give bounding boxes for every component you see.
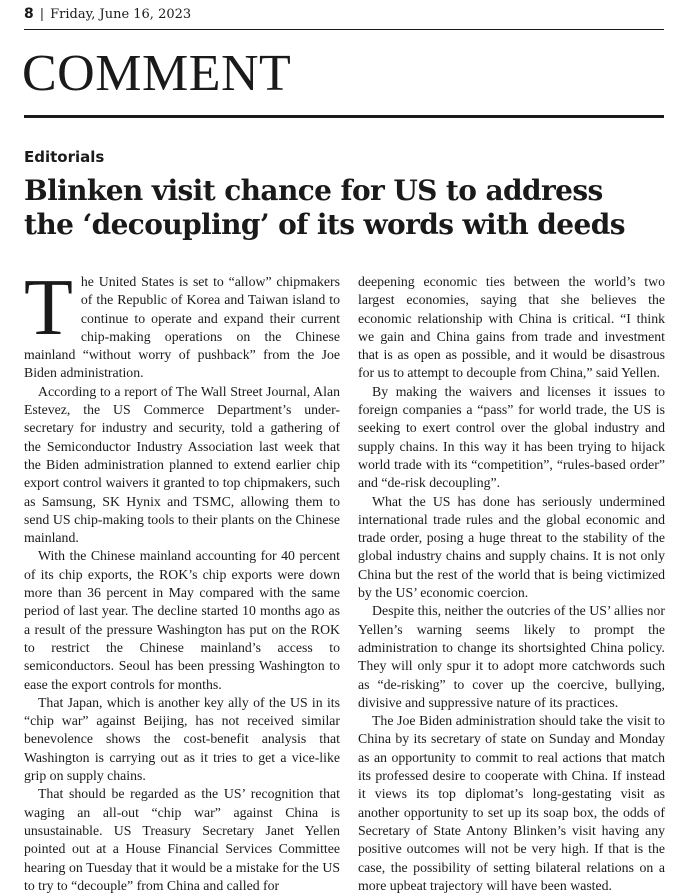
paragraph-1 bbox=[24, 264, 340, 383]
paragraph-3: With the Chinese mainland accounting for 40 percent of its chip exports, the ROK’s chip exports were down more than 36 percent in May compared with the same period of last year. The decline started 10 months ago as a result of the pressure Washington has put on the ROK to restrict the Chinese mainland’s access to semiconductors. Seoul has been pressing Washington to ease the export controls for months. bbox=[24, 548, 340, 692]
issue-date: Friday, June 16, 2023 bbox=[50, 7, 192, 22]
paragraph-5: That should be regarded as the US’ recognition that waging an all-out “chip war” against China is unsustainable. US Treasury Secretary Janet Yellen pointed out at a House Financial Services Committee hearing on Tuesday that it would be a mistake for the US to try to “decouple” from China and called for bbox=[24, 786, 340, 893]
paragraph-8: Despite this, neither the outcries of the US’ allies nor Yellen’s warning seems likely to prompt the administration to change its shortsighted China policy. They will only spur it to adopt more catchwords such as “de-risking” to cover up the coercive, bullying, divisive and suppressive nature of its practices. bbox=[358, 603, 665, 710]
top-rule bbox=[24, 29, 664, 30]
paragraph-2: According to a report of The Wall Street Journal, Alan Estevez, the US Commerce Department’s under-secretary for industry and security, told a gathering of the Semiconductor Industry Association last week that the Biden administration planned to extend earlier chip export control waivers it granted to top chipmakers, such as Samsung, SK Hynix and TSMC, allowing them to send US chip-making tools to their plants on the Chinese mainland. bbox=[24, 383, 340, 546]
article-column-left bbox=[24, 264, 340, 895]
section-rule bbox=[24, 115, 664, 118]
article-column-right bbox=[358, 273, 665, 895]
headline-line-2: the ‘decoupling’ of its words with deeds bbox=[24, 208, 625, 241]
paragraph-1-text: he United States is set to “allow” chipmakers of the Republic of Korea and Taiwan island to continue to operate and expand their current chip-making operations on the Chinese mainland “without worry of pushback” from the Joe Biden administration. bbox=[24, 274, 340, 381]
drop-cap: T bbox=[24, 264, 73, 352]
paragraph-6: By making the waivers and licenses it issues to foreign companies a “pass” for world trade, the US is seeking to exert control over the global industry and supply chains. In this way it has been trying to hijack world trade with its “competition”, “rules-based order” and “de-risk decoupling”. bbox=[358, 383, 665, 491]
paragraph-4: That Japan, which is another key ally of the US in its “chip war” against Beijing, has not received similar benevolence shows the cost-benefit analysis that Washington is carrying out as it tries to get a vice-like grip on supply chains. bbox=[24, 694, 340, 784]
paragraph-9: The Joe Biden administration should take the visit to China by its secretary of state on Sunday and Monday as an opportunity to commit to real actions that match its professed desire to cooperate with China. If instead it views its top diplomat’s long-gestating visit as another opportunity to set up its soap box, the odds of Secretary of State Antony Blinken’s visit having any positive outcomes will not be very high. If that is the case, the possibility of setting bilateral relations on a more upbeat trajectory will have been wasted. bbox=[358, 713, 665, 893]
paragraph-5-continued: deepening economic ties between the world’s two largest economies, saying that she believes the economic relationship with China is critical. “I think we gain and China gains from trade and investment that is as open as possible, and it would be disastrous for us to attempt to decouple from China,” said Yellen. bbox=[358, 274, 665, 381]
article-rubric: Editorials bbox=[24, 148, 105, 166]
paragraph-7: What the US has done has seriously undermined international trade rules and the global economic and trade order, posing a huge threat to the stability of the global industry chains and supply chains. It is not only China but the rest of the world that is being victimized by the US’ economic coercion. bbox=[358, 493, 665, 601]
folio-separator: | bbox=[39, 7, 45, 22]
page-number: 8 bbox=[24, 6, 34, 22]
section-title: COMMENT bbox=[22, 45, 292, 102]
headline-line-1: Blinken visit chance for US to address bbox=[24, 174, 603, 207]
page-folio bbox=[24, 6, 191, 23]
article-headline bbox=[24, 174, 624, 242]
